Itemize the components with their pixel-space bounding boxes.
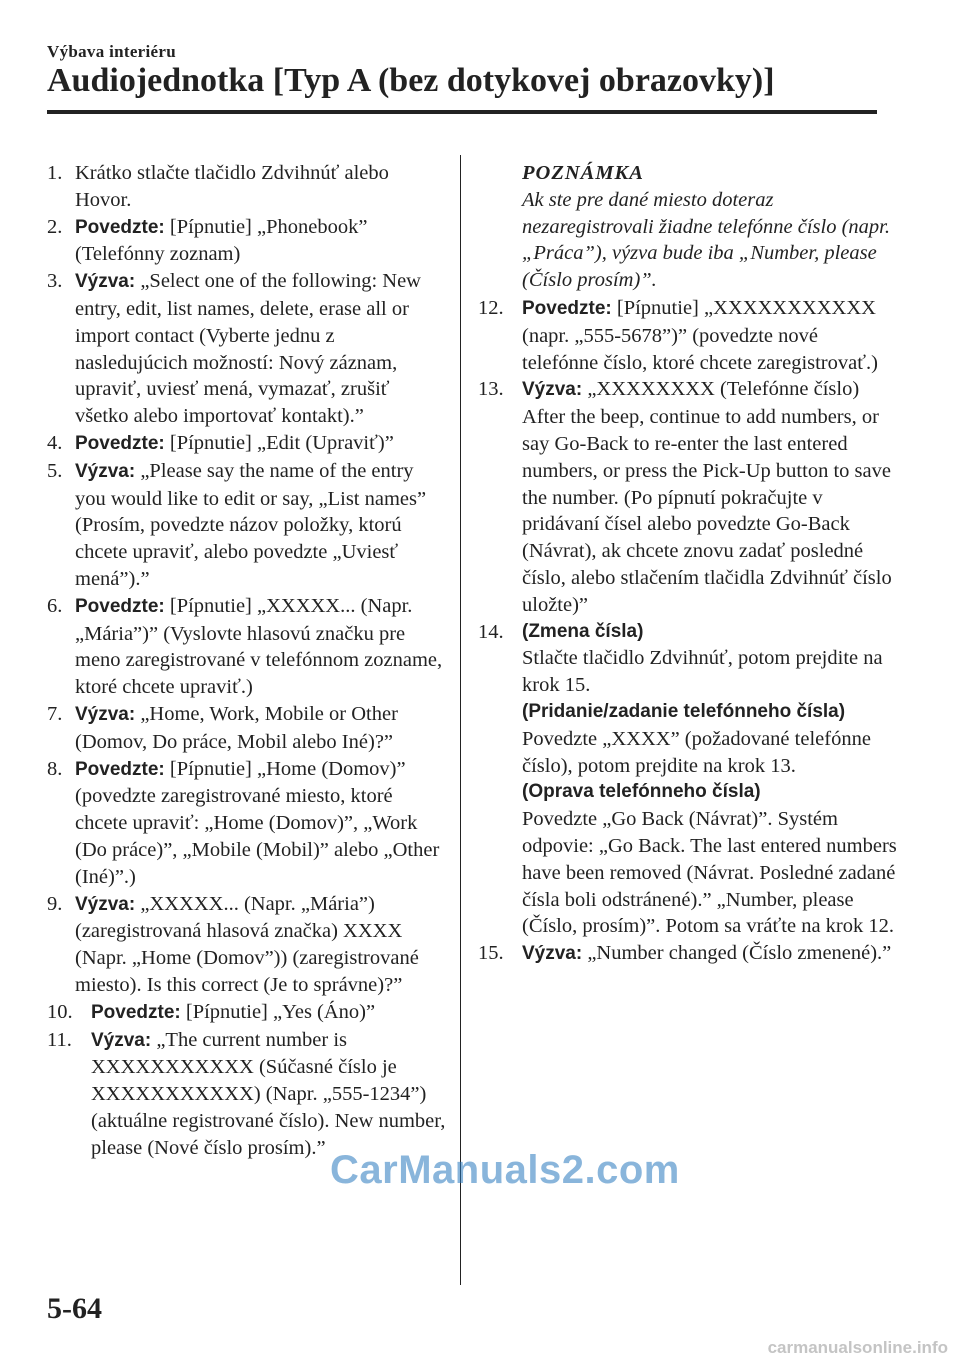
left-column: [47, 160, 447, 1161]
footer-watermark: carmanualsonline.info: [767, 1338, 948, 1357]
step-4: 4. Povedzte: [Pípnutie] „Edit (Upraviť)”: [47, 431, 394, 454]
note-text: Ak ste pre dané miesto doteraz nezaregistrovali žiadne telefónne číslo (napr. „Práca”), výzva bude iba „Number, please (Číslo prosím)”.: [522, 188, 890, 292]
note-title: POZNÁMKA: [522, 162, 644, 184]
page-title: Audiojednotka [Typ A (bez dotykovej obrazovky)]: [47, 62, 775, 99]
step-3: 3. Výzva: „Select one of the following: New entry, edit, list names, delete, erase all or import contact (Vyberte jednu z nasledujúcich možností: Nový záznam, upraviť, uviesť mená, vymazať, zrušiť všetko alebo importovať kontakt).”: [47, 270, 421, 428]
right-column: [478, 160, 898, 968]
step-10: 10. Povedzte: [Pípnutie] „Yes (Áno)”: [47, 1000, 376, 1023]
title-rule: [47, 110, 877, 114]
subhead-change-number: (Zmena čísla): [522, 620, 644, 642]
step-12: 12. Povedzte: [Pípnutie] „XXXXXXXXXXX (napr. „555-5678”)” (povedzte nové telefónne číslo, ktoré chcete zaregistrovať.): [478, 296, 878, 374]
column-divider: [460, 155, 461, 1285]
step-8: 8. Povedzte: [Pípnutie] „Home (Domov)” (povedzte zaregistrované miesto, ktoré chcete upraviť: „Home (Domov)”, „Work (Do práce)”, „Mobile (Mobil)” alebo „Other (Iné)”.): [47, 757, 440, 888]
step-2: 2. Povedzte: [Pípnutie] „Phonebook” (Telefónny zoznam): [47, 215, 368, 266]
step-9: 9. Výzva: „XXXXX... (Napr. „Mária”) (zaregistrovaná hlasová značka) XXXX (Napr. „Home (Domov”)) (zaregistrované miesto). Is this correct (Je to správne)?”: [47, 892, 419, 996]
step-7: 7. Výzva: „Home, Work, Mobile or Other (Domov, Do práce, Mobil alebo Iné)?”: [47, 702, 398, 753]
section-label: Výbava interiéru: [47, 42, 176, 61]
subhead-add-number: (Pridanie/zadanie telefónneho čísla): [522, 700, 846, 722]
step-6: 6. Povedzte: [Pípnutie] „XXXXX... (Napr. „Mária”)” (Vyslovte hlasovú značku pre meno zaregistrované v telefónnom zozname, ktoré chcete upraviť.): [47, 594, 443, 699]
page-number: 5-64: [47, 1292, 102, 1325]
step-5: 5. Výzva: „Please say the name of the entry you would like to edit or say, „List names” (Prosím, povedzte názov položky, ktorú chcete upraviť, alebo povedzte „Uviesť mená”).”: [47, 459, 427, 590]
step-15: 15. Výzva: „Number changed (Číslo zmenené).”: [478, 942, 892, 965]
step-1: 1. Krátko stlačte tlačidlo Zdvihnúť alebo Hovor.: [47, 162, 389, 211]
subhead-correct-number: (Oprava telefónneho čísla): [522, 781, 761, 803]
note: [478, 160, 898, 294]
step-11: 11. Výzva: „The current number is XXXXXXXXXXX (Súčasné číslo je XXXXXXXXXXX) (Napr. „555-1234”) (aktuálne registrované číslo). New number, please (Nové číslo prosím).”: [47, 1028, 446, 1159]
step-14: 14. (Zmena čísla) Stlačte tlačidlo Zdvihnúť, potom prejdite na krok 15. (Pridanie/zadanie telefónneho čísla) Povedzte „XXXX” (požadované telefónne číslo), potom prejdite na krok 13. (Oprava telefónneho čísla) Povedzte „Go Back (Návrat)”. Systém odpovie: „Go Back. The last entered numbers have been removed (Návrat. Posledné zadané čísla boli odstránené).” „Number, please (Číslo, prosím)”. Potom sa vráťte na krok 12.: [478, 620, 897, 938]
step-13: 13. Výzva: „XXXXXXXX (Telefónne číslo) After the beep, continue to add numbers, or say Go-Back to re-enter the last entered numbers, or press the Pick-Up button to save the number. (Po pípnutí pokračujte v pridávaní čísel alebo povedzte Go-Back (Návrat), ak chcete znovu zadať posledné číslo, alebo stlačením tlačidla Zdvihnúť číslo uložte)”: [478, 378, 892, 616]
watermark: CarManuals2.com: [330, 1148, 680, 1192]
